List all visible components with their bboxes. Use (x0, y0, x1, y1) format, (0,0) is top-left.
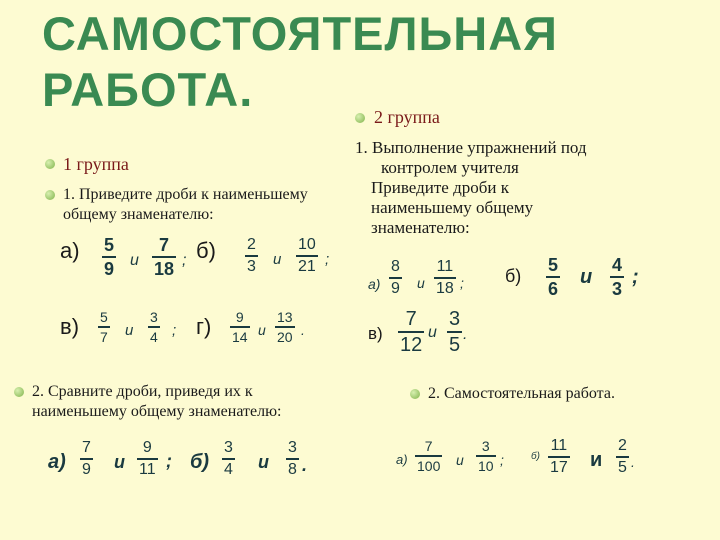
task-text-line: наименьшему общему знаменателю: (32, 403, 282, 420)
fraction (102, 236, 116, 278)
numerator: 9 (235, 309, 244, 325)
separator: ; (632, 266, 639, 288)
fraction (152, 236, 176, 278)
fraction (98, 310, 110, 344)
conjunction: и (428, 324, 437, 341)
numerator: 3 (449, 308, 461, 330)
denominator: 7 (100, 329, 108, 345)
fraction (230, 310, 250, 344)
exercise-label-b: б) (531, 451, 540, 462)
task-text-line: 2. Сравните дроби, приведя их к (32, 383, 253, 400)
denominator: 9 (104, 259, 115, 279)
numerator: 7 (405, 308, 417, 330)
numerator: 8 (391, 258, 400, 275)
task-text-line: общему знаменателю: (63, 206, 214, 223)
denominator: 3 (612, 279, 623, 299)
separator: . (301, 322, 305, 338)
separator: ; (500, 452, 504, 468)
group-2-task-2: 2. Самостоятельная работа. (428, 385, 615, 402)
title-line-2: РАБОТА. (42, 63, 254, 116)
exercise-label-b: б) (190, 451, 210, 473)
exercise-label-a: а) (60, 238, 80, 263)
denominator: 10 (478, 458, 494, 474)
numerator: 4 (612, 255, 623, 275)
group-2-heading: 2 группа (374, 107, 440, 127)
fraction (546, 256, 560, 298)
denominator: 5 (618, 459, 627, 476)
denominator: 5 (449, 334, 461, 356)
bullet-icon (410, 389, 420, 399)
separator: . (631, 454, 635, 470)
conjunction: и (114, 452, 125, 472)
numerator: 3 (224, 439, 233, 456)
fraction (415, 439, 442, 473)
separator: ; (460, 275, 464, 291)
fraction (610, 256, 624, 298)
denominator: 9 (391, 280, 400, 297)
exercise-label-a: а) (48, 451, 66, 473)
exercise-label-a: а) (368, 276, 381, 292)
fraction (275, 310, 295, 344)
numerator: 3 (481, 438, 490, 454)
denominator: 4 (224, 461, 233, 478)
numerator: 3 (150, 309, 158, 325)
fraction (434, 259, 456, 297)
denominator: 20 (277, 329, 293, 345)
conjunction: и (590, 449, 603, 471)
separator: . (463, 326, 468, 343)
denominator: 21 (298, 258, 316, 275)
denominator: 8 (288, 461, 297, 478)
separator: . (302, 455, 308, 475)
fraction (398, 309, 424, 355)
exercise-label-a: а) (396, 452, 408, 467)
numerator: 5 (548, 255, 559, 275)
numerator: 5 (104, 235, 115, 255)
numerator: 2 (618, 437, 627, 454)
denominator: 6 (548, 279, 559, 299)
fraction (616, 438, 629, 476)
numerator: 11 (436, 258, 454, 275)
group-1-task-2 (32, 382, 281, 422)
numerator: 10 (298, 236, 316, 253)
numerator: 13 (277, 309, 293, 325)
separator: ; (325, 251, 330, 268)
bullet-icon (45, 190, 55, 200)
task-text-line: Приведите дроби к (371, 178, 510, 197)
page-title (42, 6, 558, 118)
task-text-line: 1. Приведите дроби к наименьшему (63, 186, 308, 203)
group-2-task-1 (355, 138, 587, 238)
numerator: 11 (550, 437, 568, 454)
numerator: 9 (142, 439, 152, 456)
task-text-line: 1. Выполнение упражнений под (355, 138, 587, 157)
exercise-label-v: в) (368, 324, 383, 343)
separator: ; (182, 252, 187, 269)
task-text-line: наименьшему общему (371, 198, 534, 217)
fraction (286, 440, 299, 478)
numerator: 3 (288, 439, 297, 456)
conjunction: и (456, 452, 464, 468)
separator: ; (172, 322, 177, 339)
exercise-label-b: б) (196, 238, 216, 263)
numerator: 2 (247, 236, 256, 253)
conjunction: и (273, 251, 282, 268)
denominator: 3 (247, 258, 256, 275)
fraction (389, 259, 402, 297)
task-text-line: знаменателю: (371, 218, 470, 237)
exercise-label-v: в) (60, 314, 80, 339)
bullet-icon (45, 159, 55, 169)
conjunction: и (580, 266, 593, 288)
title-line-1: САМОСТОЯТЕЛЬНАЯ (42, 7, 558, 60)
fraction (148, 310, 160, 344)
group-1-heading: 1 группа (63, 154, 129, 174)
denominator: 14 (232, 329, 248, 345)
fraction (245, 237, 258, 275)
bullet-icon (14, 387, 24, 397)
fraction (447, 309, 462, 355)
denominator: 18 (154, 259, 175, 279)
fraction (296, 237, 318, 275)
fraction (137, 440, 158, 478)
conjunction: и (258, 322, 266, 338)
conjunction: и (417, 275, 425, 291)
conjunction: и (130, 252, 139, 269)
fraction (80, 440, 93, 478)
numerator: 5 (100, 309, 108, 325)
numerator: 7 (159, 235, 170, 255)
denominator: 100 (417, 458, 441, 474)
denominator: 18 (436, 280, 454, 297)
exercise-label-b: б) (505, 266, 522, 286)
exercise-label-g: г) (196, 314, 212, 339)
fraction (476, 439, 496, 473)
task-text-line: контролем учителя (381, 158, 519, 177)
fraction (222, 440, 235, 478)
denominator: 9 (82, 461, 91, 478)
conjunction: и (258, 452, 269, 472)
bullet-icon (355, 113, 365, 123)
fraction (548, 438, 570, 476)
separator: ; (166, 451, 172, 471)
denominator: 4 (150, 329, 158, 345)
denominator: 12 (400, 334, 423, 356)
denominator: 11 (139, 461, 156, 478)
numerator: 7 (82, 439, 91, 456)
group-1-task-1 (63, 185, 308, 225)
numerator: 7 (424, 438, 433, 454)
denominator: 17 (550, 459, 568, 476)
conjunction: и (125, 322, 134, 339)
